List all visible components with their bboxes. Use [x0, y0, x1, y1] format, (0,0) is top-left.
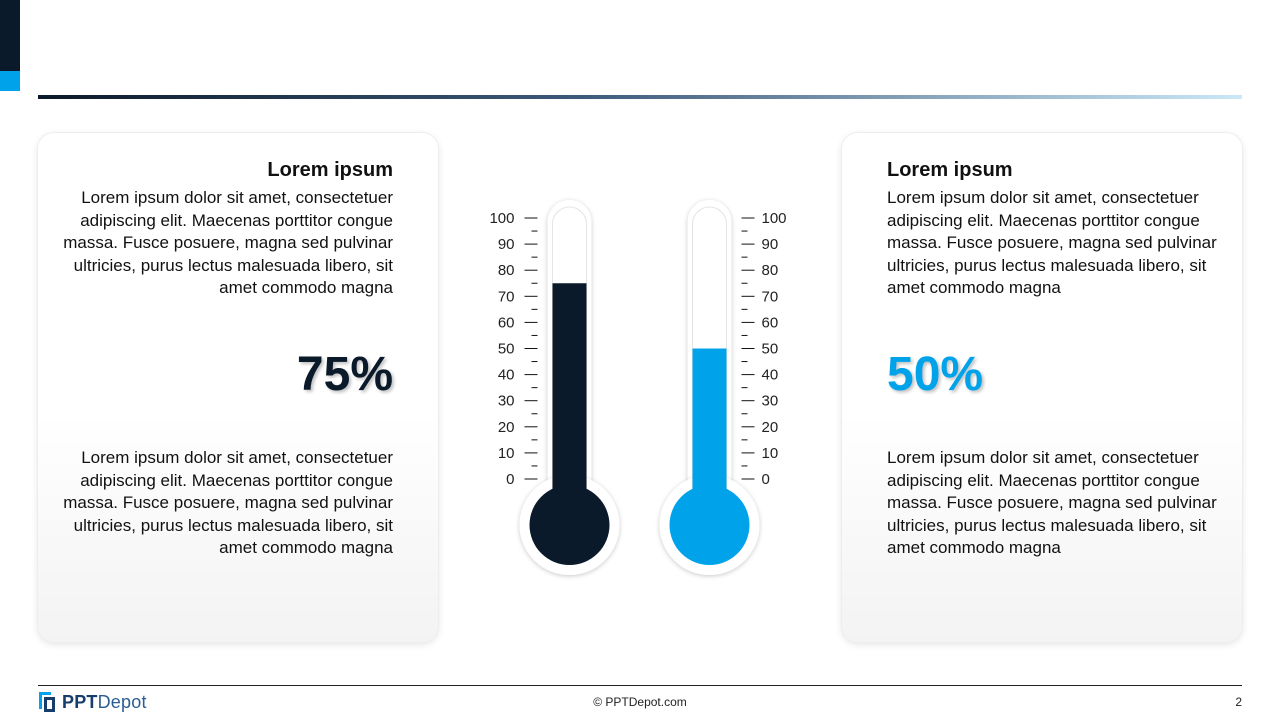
left-card-body-top: Lorem ipsum dolor sit amet, consectetuer adipiscing elit. Maecenas porttitor congue massa. Fusce posuere, magna sed pulvinar ultricies, purus lectus malesuada libero, sit amet commodo magna: [63, 188, 393, 298]
tick-label-2-80: 80: [761, 262, 779, 280]
tick-label-1-80: 80: [497, 262, 515, 280]
brand-logo-text: PPTDepot: [62, 691, 147, 712]
tick-label-2-90: 90: [761, 236, 779, 254]
page-number: 2: [1235, 695, 1242, 709]
thermometer-fill-2: [693, 349, 727, 506]
tick-label-2-70: 70: [761, 288, 779, 306]
right-card-value: 50%: [887, 347, 984, 401]
footer-rule: [38, 685, 1242, 686]
thermometer-fill-1: [553, 283, 587, 505]
header-rule: [38, 95, 1242, 99]
tick-label-2-40: 40: [761, 366, 779, 384]
tick-label-1-100: 100: [489, 210, 515, 227]
tick-label-2-0: 0: [761, 471, 770, 488]
left-card: [38, 133, 438, 642]
right-card: [842, 133, 1242, 642]
thermometer-bulb-2: [670, 485, 750, 565]
header-accent-blue: [0, 71, 20, 91]
tick-label-1-30: 30: [497, 392, 515, 410]
tick-label-1-50: 50: [497, 340, 515, 358]
tick-label-2-30: 30: [761, 392, 779, 410]
right-card-body-top: Lorem ipsum dolor sit amet, consectetuer adipiscing elit. Maecenas porttitor congue massa. Fusce posuere, magna sed pulvinar ultricies, purus lectus malesuada libero, sit amet commodo magna: [887, 188, 1217, 298]
tick-label-1-60: 60: [497, 314, 515, 332]
tick-label-2-60: 60: [761, 314, 779, 332]
tick-label-2-50: 50: [761, 340, 779, 358]
right-card-title: Lorem ipsum: [887, 159, 1013, 181]
left-card-value: 75%: [296, 347, 393, 401]
right-card-body-bottom: Lorem ipsum dolor sit amet, consectetuer adipiscing elit. Maecenas porttitor congue massa. Fusce posuere, magna sed pulvinar ultricies, purus lectus malesuada libero, sit amet commodo magna: [887, 447, 1217, 558]
thermometer-chart: [440, 190, 840, 590]
left-card-body-bottom: Lorem ipsum dolor sit amet, consectetuer adipiscing elit. Maecenas porttitor congue massa. Fusce posuere, magna sed pulvinar ultricies, purus lectus malesuada libero, sit amet commodo magna: [63, 447, 393, 558]
tick-label-1-10: 10: [497, 444, 515, 462]
copyright-text: © PPTDepot.com: [593, 695, 687, 709]
tick-label-1-70: 70: [497, 288, 515, 306]
tick-label-1-90: 90: [497, 236, 515, 254]
tick-label-1-40: 40: [497, 366, 515, 384]
tick-label-1-20: 20: [497, 418, 515, 436]
header-accent-dark: [0, 0, 20, 71]
tick-label-2-10: 10: [761, 444, 779, 462]
tick-label-2-20: 20: [761, 418, 779, 436]
tick-label-1-0: 0: [506, 471, 515, 488]
left-card-title: Lorem ipsum: [267, 159, 393, 181]
tick-label-2-100: 100: [761, 210, 787, 227]
thermometer-bulb-1: [530, 485, 610, 565]
